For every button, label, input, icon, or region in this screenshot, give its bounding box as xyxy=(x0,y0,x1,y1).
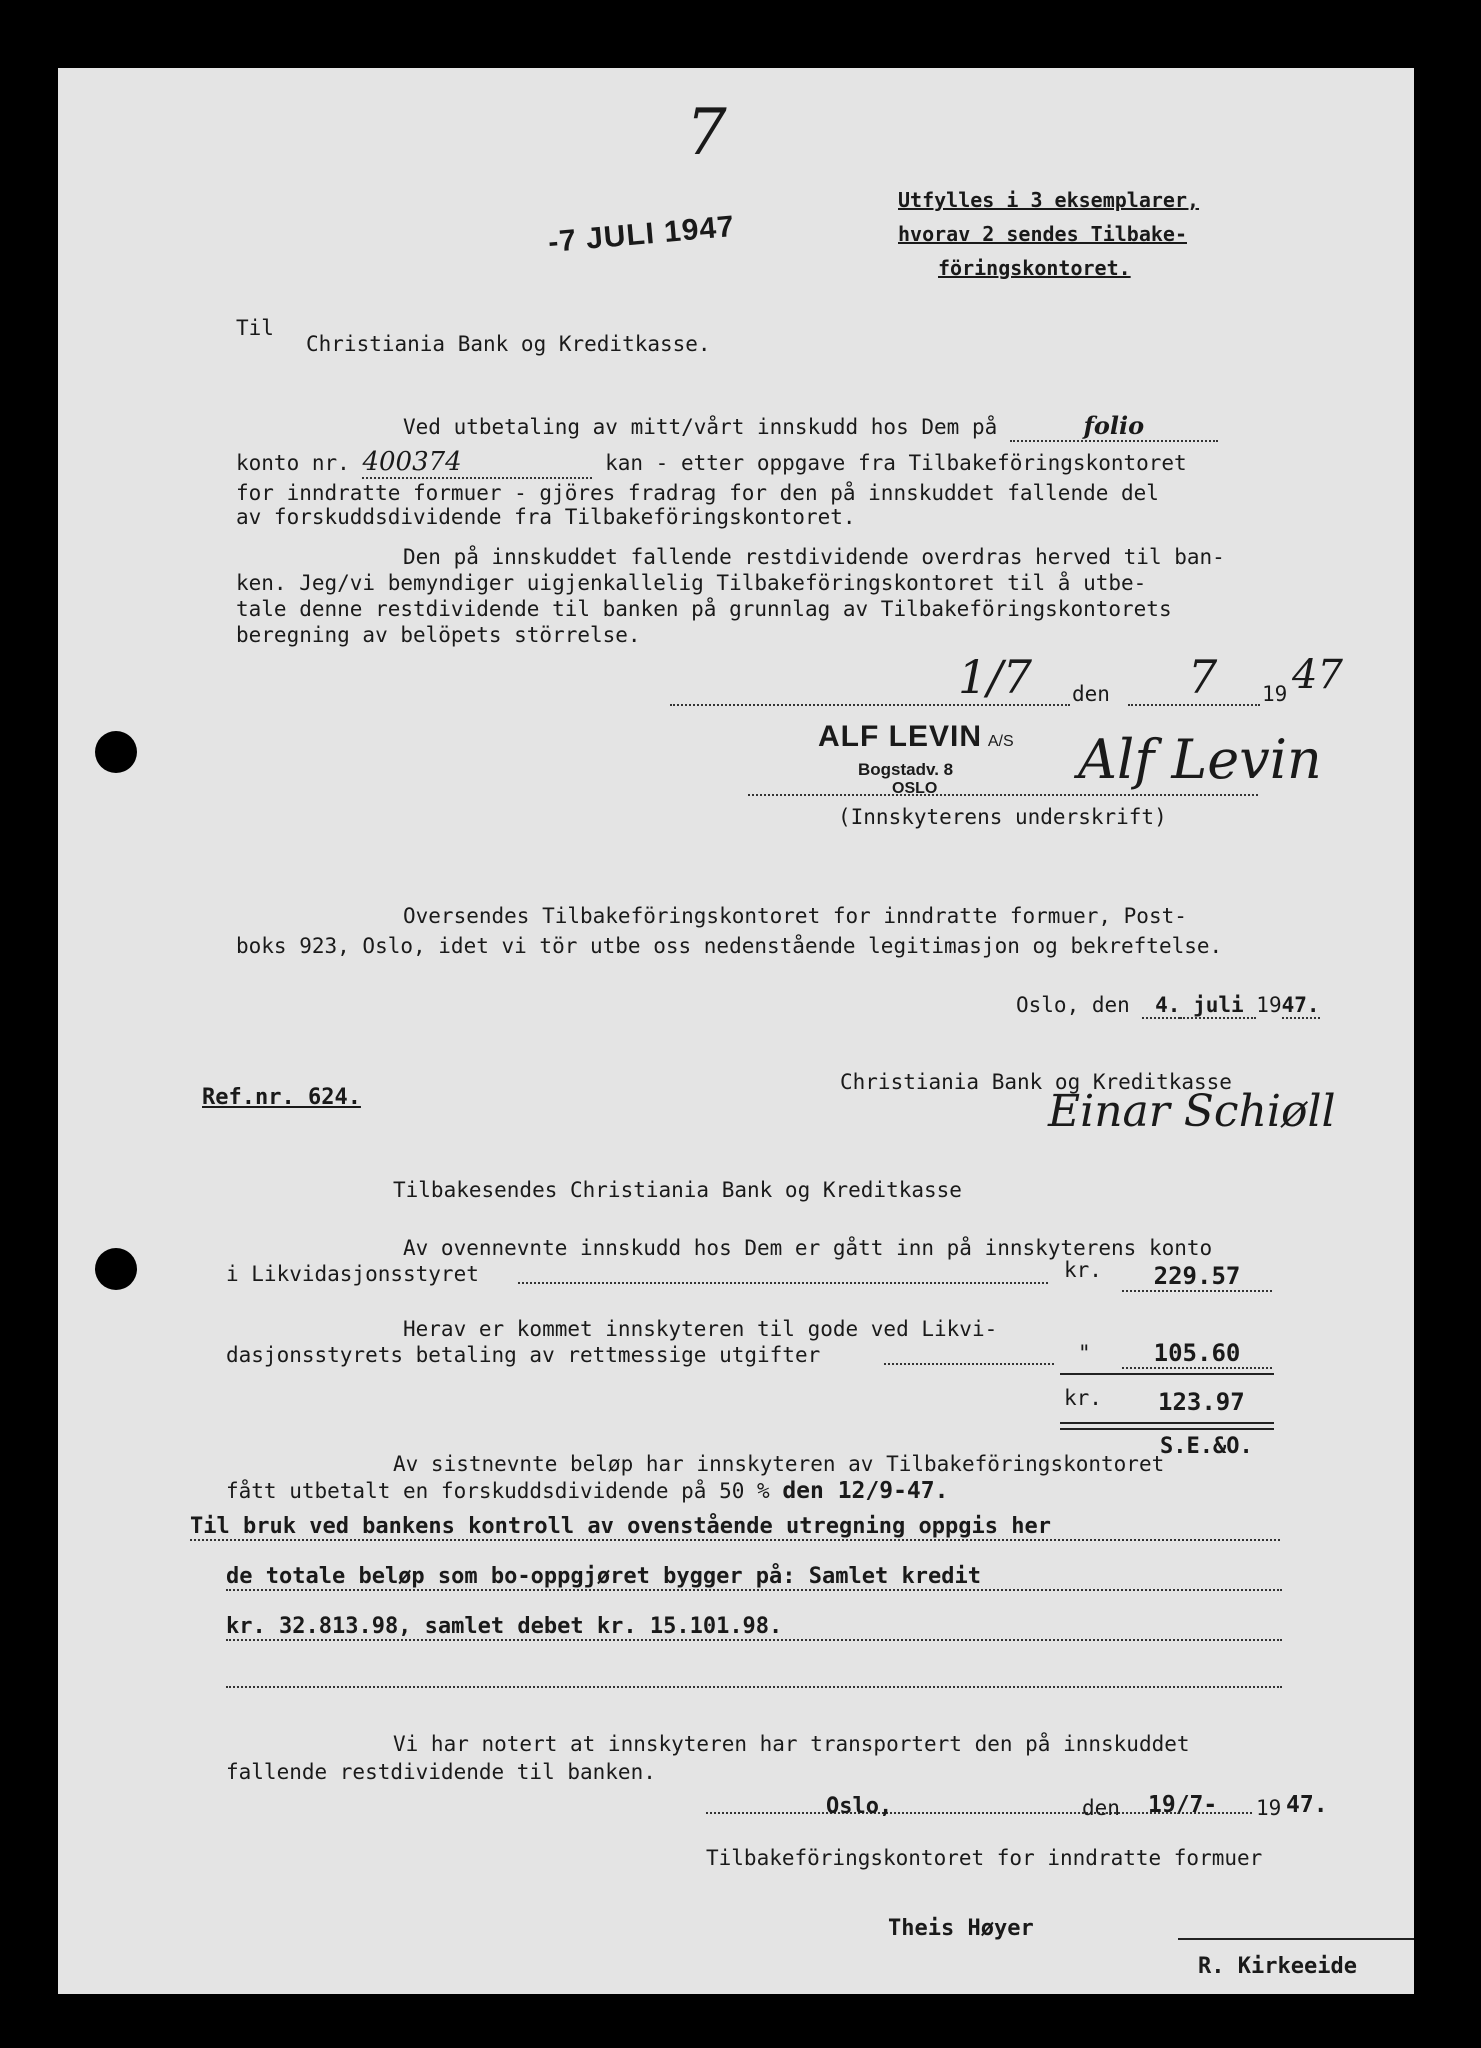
sign1-den: den xyxy=(1072,682,1110,706)
date-stamp: -7 JULI 1947 xyxy=(546,209,737,260)
para2-line1: Den på innskuddet fallende restdividende overdras herved til ban- xyxy=(403,545,1225,569)
forward-line2: boks 923, Oslo, idet vi tör utbe oss nedenstående legitimasjon og bekreftelse. xyxy=(236,934,1223,958)
intro2-leader xyxy=(518,1282,1048,1284)
div-line1: Av sistnevnte beløp har innskyteren av Tilbakeföringskontoret xyxy=(393,1452,1165,1476)
div-line2: fått utbetalt en forskuddsdividende på 50 % den 12/9-47. xyxy=(226,1478,949,1504)
sign1-year-prefix: 19 xyxy=(1262,682,1288,706)
sign1-day: 1/7 xyxy=(958,650,1033,704)
oslo-2-year: 47. xyxy=(1286,1792,1328,1818)
instruction-line-1: Utfylles i 3 eksemplarer, xyxy=(898,188,1200,212)
addressee: Christiania Bank og Kreditkasse. xyxy=(306,332,711,356)
oslo-2-date: 19/7- xyxy=(1148,1792,1218,1818)
amount-2-ditto: " xyxy=(1078,1341,1091,1365)
forward-line1: Oversendes Tilbakeföringskontoret for inndratte formuer, Post- xyxy=(403,904,1187,928)
punch-hole-bottom xyxy=(95,1248,137,1290)
initials: S.E.&O. xyxy=(1160,1434,1253,1459)
div-line5: kr. 32.813.98, samlet debet kr. 15.101.98. xyxy=(226,1614,1282,1641)
stamp-name: ALF LEVIN xyxy=(818,720,982,753)
handwritten-number: 7 xyxy=(686,96,727,170)
noted-line1: Vi har notert at innskyteren har transportert den på innskuddet xyxy=(393,1732,1190,1756)
amount-sub-1: Herav er kommet innskyteren til gode ved Likvi- xyxy=(403,1317,998,1341)
company-stamp xyxy=(818,720,1014,754)
amount-1-label: kr. xyxy=(1064,1258,1102,1282)
para1-line3: for inndratte formuer - gjöres fradrag for den på innskuddet fallende del xyxy=(236,481,1159,505)
para1-line1: Ved utbetaling av mitt/vårt innskudd hos Dem på folio xyxy=(403,411,1218,442)
signature-line xyxy=(748,794,1258,796)
sum-rule-bottom-2 xyxy=(1060,1428,1274,1430)
bank-signature: Einar Schiøll xyxy=(1048,1086,1336,1137)
oslo-2-den: den xyxy=(1082,1796,1120,1820)
sign1-day-line xyxy=(670,704,1070,706)
instruction-line-3: föringskontoret. xyxy=(938,256,1131,280)
sign1-year: 47 xyxy=(1292,652,1343,698)
sign1-month-line xyxy=(1128,704,1260,706)
account-number: 400374 xyxy=(362,447,462,477)
account-type: folio xyxy=(1083,411,1145,440)
oslo-2-year-prefix: 19 xyxy=(1256,1796,1282,1820)
oslo-2-city: Oslo, xyxy=(826,1794,893,1819)
sum-rule-bottom-1 xyxy=(1060,1422,1274,1424)
bank-name: Christiania Bank og Kreditkasse xyxy=(840,1070,1232,1094)
para2-line2: ken. Jeg/vi bemyndiger uigjenkallelig Tilbakeföringskontoret til å utbe- xyxy=(236,571,1147,595)
punch-hole-top xyxy=(95,731,137,773)
reference-number: Ref.nr. 624. xyxy=(202,1085,361,1110)
amount-3: 123.97 xyxy=(1158,1388,1245,1416)
para2-line4: beregning av belöpets störrelse. xyxy=(236,623,641,647)
div-line4: de totale beløp som bo-oppgjøret bygger på: Samlet kredit xyxy=(226,1564,1282,1591)
signature-caption: (Innskyterens underskrift) xyxy=(838,805,1167,829)
sub2-leader xyxy=(884,1363,1054,1365)
amount-2: 105.60 xyxy=(1122,1339,1272,1369)
signer-2-rule xyxy=(1178,1938,1414,1940)
document-page xyxy=(58,68,1414,1994)
amount-intro-1: Av ovennevnte innskudd hos Dem er gått inn på innskyterens konto xyxy=(403,1236,1213,1260)
sign1-month: 7 xyxy=(1188,650,1218,704)
stamp-street: Bogstadv. 8 xyxy=(858,760,954,779)
para1-line2: konto nr. 400374 kan - etter oppgave fra Tilbakeföringskontoret xyxy=(236,447,1187,477)
oslo-date-1: Oslo, den 4. juli 1947. xyxy=(1016,993,1320,1017)
stamp-suffix: A/S xyxy=(987,733,1014,750)
sign1-signature: Alf Levin xyxy=(1078,728,1322,791)
noted-line2: fallende restdividende til banken. xyxy=(226,1760,656,1784)
amount-3-label: kr. xyxy=(1064,1386,1102,1410)
instruction-line-2: hvorav 2 sendes Tilbake- xyxy=(898,222,1187,246)
amount-intro-2: i Likvidasjonsstyret xyxy=(226,1262,479,1286)
signer-1: Theis Høyer xyxy=(888,1916,1034,1941)
sum-rule-top xyxy=(1060,1373,1274,1375)
div-line3: Til bruk ved bankens kontroll av ovenstående utregning oppgis her xyxy=(190,1514,1280,1541)
office-name: Tilbakeföringskontoret for inndratte formuer xyxy=(706,1846,1263,1870)
para2-line3: tale denne restdividende til banken på grunnlag av Tilbakeföringskontorets xyxy=(236,597,1172,621)
signer-2: R. Kirkeeide xyxy=(1198,1954,1357,1979)
div-empty-line xyxy=(226,1686,1282,1688)
stamp-city: OSLO xyxy=(892,780,938,797)
amount-sub-2: dasjonsstyrets betaling av rettmessige utgifter xyxy=(226,1343,821,1367)
amount-1: 229.57 xyxy=(1122,1262,1272,1292)
para1-line4: av forskuddsdividende fra Tilbakeföringskontoret. xyxy=(236,505,856,529)
return-line: Tilbakesendes Christiania Bank og Kreditkasse xyxy=(393,1178,962,1202)
addressee-prefix: Til xyxy=(236,316,274,340)
